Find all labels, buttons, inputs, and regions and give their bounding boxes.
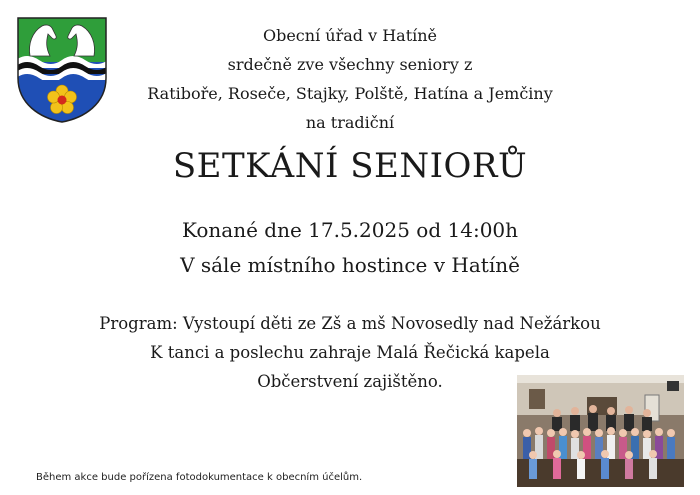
program-line-band: K tanci a poslechu zahraje Malá Řečická kapela xyxy=(150,343,550,362)
header-line-villages: Ratiboře, Roseče, Stajky, Polště, Hatína a Jemčiny xyxy=(147,84,553,103)
event-date: Konané dne 17.5.2025 od 14:00h xyxy=(181,218,519,242)
program-line-refreshments: Občerstvení zajištěno. xyxy=(257,372,443,391)
header-line-traditional: na tradiční xyxy=(305,113,395,132)
header-line-invite: srdečně zve všechny seniory z xyxy=(227,55,473,74)
program-line-children: Program: Vystoupí děti ze Zš a mš Novosedly nad Nežárkou xyxy=(99,314,601,333)
header-line-office: Obecní úřad v Hatíně xyxy=(262,26,438,45)
footer-note: Během akce bude pořízena fotodokumentace k obecním účelům. xyxy=(36,472,363,483)
event-place: V sále místního hostince v Hatíně xyxy=(180,253,520,277)
page-title: SETKÁNÍ SENIORŮ xyxy=(172,146,528,186)
group-photo xyxy=(517,375,684,487)
